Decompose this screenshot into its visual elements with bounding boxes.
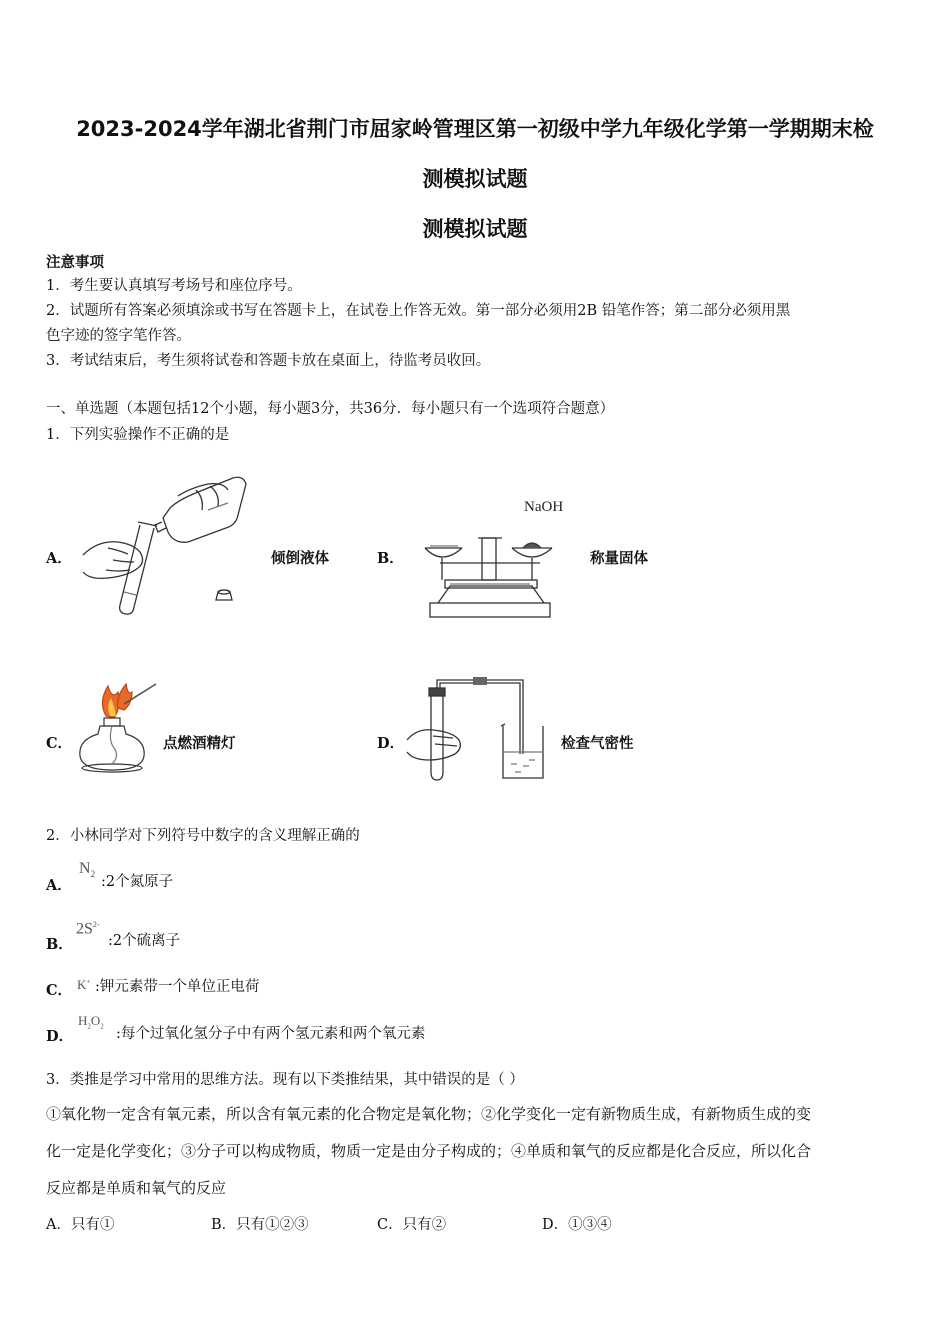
q3-option-a: A．只有①	[46, 1217, 115, 1233]
q2-option-c-formula: K+	[77, 977, 91, 992]
q1-stem: 1．下列实验操作不正确的是	[46, 427, 230, 443]
q2-option-c-letter: C．	[46, 982, 73, 999]
notice-item-2-cont: 色字迹的签字笔作答。	[46, 328, 191, 344]
q1-option-c-label: 点燃酒精灯	[163, 735, 236, 752]
exam-title-line2: 测模拟试题	[422, 167, 528, 191]
q2-stem: 2．小林同学对下列符号中数字的含义理解正确的	[46, 828, 360, 844]
exam-title-line1: 2023-2024学年湖北省荆门市屈家岭管理区第一初级中学九年级化学第一学期期末检	[76, 117, 874, 141]
q1-option-b-letter: B．	[377, 550, 404, 567]
section-heading: 一、单选题（本题包括12个小题，每小题3分，共36分．每小题只有一个选项符合题意）	[46, 401, 615, 417]
q3-option-d: D．①③④	[542, 1217, 612, 1233]
q2-option-a-formula: $N_2$	[79, 860, 96, 880]
q2-option-d-text: :每个过氧化氢分子中有两个氢元素和两个氧元素	[116, 1026, 426, 1042]
q3-body-line1: ①氧化物一定含有氧元素，所以含有氧元素的化合物定是氧化物；②化学变化一定有新物质生成，有新物质生成的变	[46, 1105, 812, 1123]
notice-item-2: 2．试题所有答案必须填涂或书写在答题卡上，在试卷上作答无效。第一部分必须用2B 铅笔作答；第二部分必须用黑	[46, 303, 791, 319]
q1-option-d-letter: D．	[377, 735, 405, 752]
notice-heading: 注意事项	[46, 254, 104, 271]
alcohol-lamp-figure	[74, 678, 164, 778]
q3-body-line2: 化一定是化学变化；③分子可以构成物质，物质一定是由分子构成的；④单质和氧气的反应都是化合反应，所以化合	[46, 1142, 812, 1160]
q3-option-b: B．只有①②③	[211, 1217, 309, 1233]
q2-option-b-text: :2个硫离子	[108, 933, 181, 949]
q2-option-a-text: :2个氮原子	[101, 874, 174, 890]
notice-item-1: 1．考生要认真填写考场号和座位序号。	[46, 278, 302, 294]
q1-option-b-label: 称量固体	[590, 550, 648, 567]
q1-option-c-letter: C．	[46, 735, 73, 752]
q3-option-c: C．只有②	[377, 1217, 447, 1233]
balance-figure	[420, 518, 560, 623]
pouring-liquid-figure	[78, 470, 248, 615]
notice-item-3: 3．考试结束后，考生须将试卷和答题卡放在桌面上，待监考员收回。	[46, 353, 491, 369]
q2-option-b-letter: B．	[46, 936, 73, 953]
q3-body-line3: 反应都是单质和氧气的反应	[46, 1179, 227, 1197]
naoh-label: NaOH	[524, 499, 564, 515]
q2-option-d-formula: $H_2O_2$	[78, 1013, 104, 1031]
q3-stem: 3．类推是学习中常用的思维方法。现有以下类推结果，其中错误的是（ ）	[46, 1072, 524, 1088]
q1-option-d-label: 检查气密性	[561, 735, 634, 752]
gas-tightness-figure	[403, 674, 553, 784]
q2-option-d-letter: D．	[46, 1028, 74, 1045]
q1-option-a-label: 倾倒液体	[271, 550, 329, 567]
q2-option-c-text: :钾元素带一个单位正电荷	[95, 979, 260, 995]
q2-option-b-formula: $2S^{2-}$	[76, 920, 100, 938]
q1-option-a-letter: A．	[46, 550, 72, 567]
exam-title-line3: 测模拟试题	[422, 217, 528, 241]
q2-option-a-letter: A．	[46, 877, 72, 894]
